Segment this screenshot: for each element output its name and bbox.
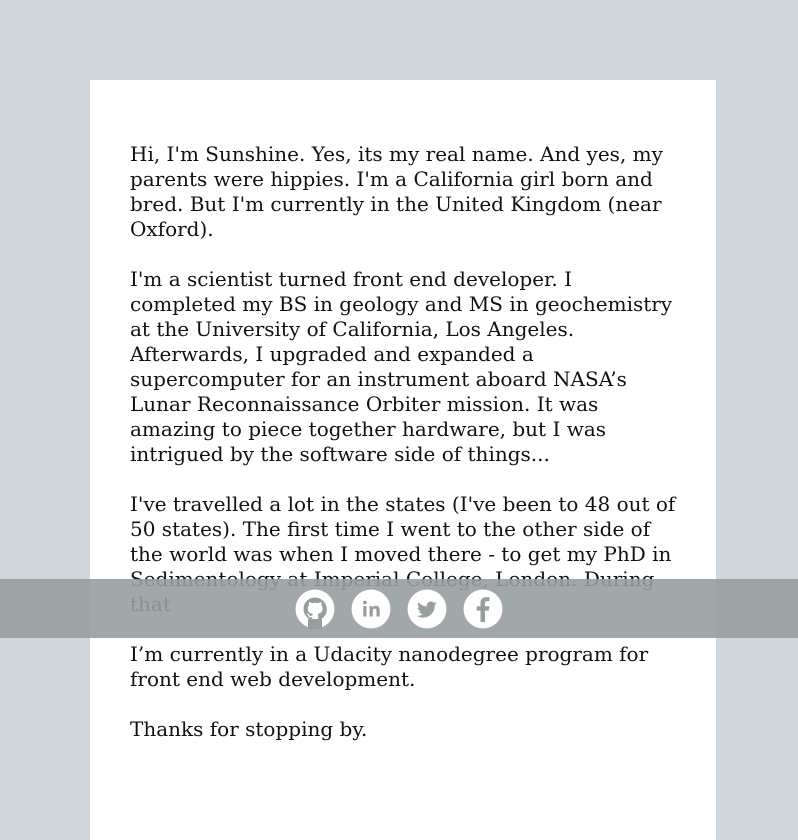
bio-paragraph-intro: Hi, I'm Sunshine. Yes, its my real name. And yes, my parents were hippies. I'm a California girl born and bred. But I'm currently in the United Kingdom (near Oxford). [130, 142, 663, 241]
linkedin-link[interactable] [351, 589, 391, 629]
github-link[interactable] [295, 589, 335, 629]
github-icon [295, 589, 335, 629]
facebook-link[interactable] [463, 589, 503, 629]
twitter-link[interactable] [407, 589, 447, 629]
bio-paragraph-udacity: I’m currently in a Udacity nanodegree program for front end web development. [130, 642, 649, 691]
linkedin-icon [351, 589, 391, 629]
social-bar [0, 579, 798, 638]
about-card [90, 80, 716, 840]
bio-paragraph-career: I'm a scientist turned front end developer. I completed my BS in geology and MS in geochemistry at the University of California, Los Angeles. Afterwards, I upgraded and expanded a supercomputer for an instrument aboard NASA’s Lunar Reconnaissance Orbiter mission. It was amazing to piece together hardware, but I was intrigued by the software side of things... [130, 267, 673, 466]
about-text [130, 142, 682, 767]
bio-paragraph-thanks: Thanks for stopping by. [130, 717, 368, 741]
bio-paragraph-travel: I've travelled a lot in the states (I've been to 48 out of 50 states). The first time I went to the other side of the world was when I moved there - to get my PhD in [130, 492, 676, 566]
facebook-icon [463, 589, 503, 629]
twitter-icon [407, 589, 447, 629]
